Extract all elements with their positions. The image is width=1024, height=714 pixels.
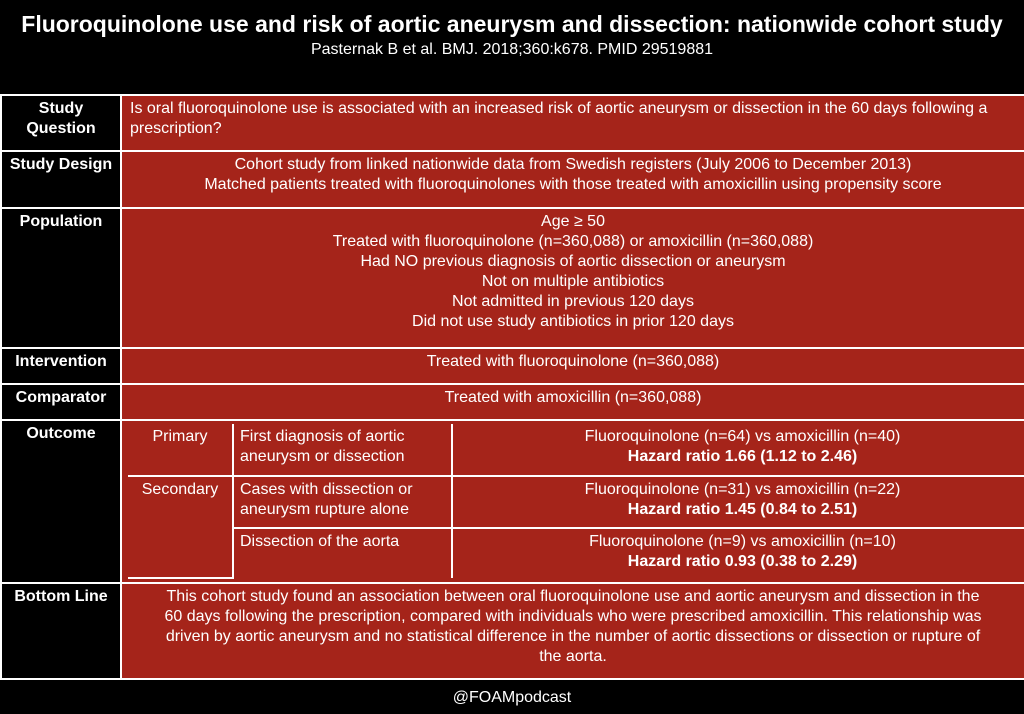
row-population (1, 208, 1024, 348)
label-population: Population (1, 208, 121, 348)
outcome-result (452, 476, 1024, 528)
header (0, 0, 1024, 94)
outcome-result (452, 528, 1024, 578)
row-outcome (1, 420, 1024, 583)
footer-handle: @FOAMpodcast (452, 689, 572, 706)
intervention-text: Treated with fluoroquinolone (n=360,088) (121, 348, 1024, 384)
summary-table (0, 94, 1024, 680)
population-line: Did not use study antibiotics in prior 120 days (412, 313, 734, 330)
outcome-secondary-row (128, 476, 1024, 528)
outcome-description: First diagnosis of aortic aneurysm or dissection (233, 424, 452, 476)
label-outcome: Outcome (1, 420, 121, 583)
row-comparator (1, 384, 1024, 420)
population-line: Treated with fluoroquinolone (n=360,088) or amoxicillin (n=360,088) (332, 233, 814, 250)
study-design-text (121, 151, 1024, 208)
outcome-type-primary: Primary (128, 424, 233, 476)
label-study-question: Study Question (1, 95, 121, 151)
population-line: Not admitted in previous 120 days (452, 293, 694, 310)
outcome-primary-row (128, 424, 1024, 476)
population-line: Age ≥ 50 (541, 213, 605, 230)
outcome-type-secondary: Secondary (128, 476, 233, 578)
outcome-description: Dissection of the aorta (233, 528, 452, 578)
bottom-line-text: This cohort study found an association between oral fluoroquinolone use and aortic aneurysm and dissection in the 60 days following the prescription, compared with individuals who were prescribed amoxicillin. This relationship was driven by aortic aneurysm and no statistical difference in the number of aortic dissections or dissection or rupture of the aorta. (121, 583, 1024, 679)
row-study-design (1, 151, 1024, 208)
label-intervention: Intervention (1, 348, 121, 384)
study-design-line: Cohort study from linked nationwide data from Swedish registers (July 2006 to December 2013) (234, 156, 912, 173)
row-study-question (1, 95, 1024, 151)
hazard-ratio: Hazard ratio 1.45 (0.84 to 2.51) (627, 501, 858, 518)
outcome-panel (121, 420, 1024, 583)
label-study-design: Study Design (1, 151, 121, 208)
outcome-table (128, 424, 1024, 579)
label-comparator: Comparator (1, 384, 121, 420)
hazard-ratio: Hazard ratio 0.93 (0.38 to 2.29) (627, 553, 858, 570)
outcome-counts: Fluoroquinolone (n=64) vs amoxicillin (n=40) (584, 428, 901, 445)
population-text (121, 208, 1024, 348)
population-line: Had NO previous diagnosis of aortic dissection or aneurysm (360, 253, 786, 270)
outcome-counts: Fluoroquinolone (n=31) vs amoxicillin (n=22) (584, 481, 901, 498)
citation: Pasternak B et al. BMJ. 2018;360:k678. PMID 29519881 (310, 41, 714, 58)
outcome-description: Cases with dissection or aneurysm rupture alone (233, 476, 452, 528)
outcome-result (452, 424, 1024, 476)
row-bottom-line (1, 583, 1024, 679)
study-question-text: Is oral fluoroquinolone use is associated with an increased risk of aortic aneurysm or dissection in the 60 days following a prescription? (121, 95, 1024, 151)
page-title: Fluoroquinolone use and risk of aortic aneurysm and dissection: nationwide cohort study (21, 11, 1003, 37)
row-intervention (1, 348, 1024, 384)
population-line: Not on multiple antibiotics (481, 273, 665, 290)
outcome-secondary-row (128, 528, 1024, 578)
label-bottom-line: Bottom Line (1, 583, 121, 679)
study-design-line: Matched patients treated with fluoroquinolones with those treated with amoxicillin using propensity score (204, 176, 942, 193)
hazard-ratio: Hazard ratio 1.66 (1.12 to 2.46) (627, 448, 858, 465)
outcome-counts: Fluoroquinolone (n=9) vs amoxicillin (n=10) (589, 533, 896, 550)
comparator-text: Treated with amoxicillin (n=360,088) (121, 384, 1024, 420)
